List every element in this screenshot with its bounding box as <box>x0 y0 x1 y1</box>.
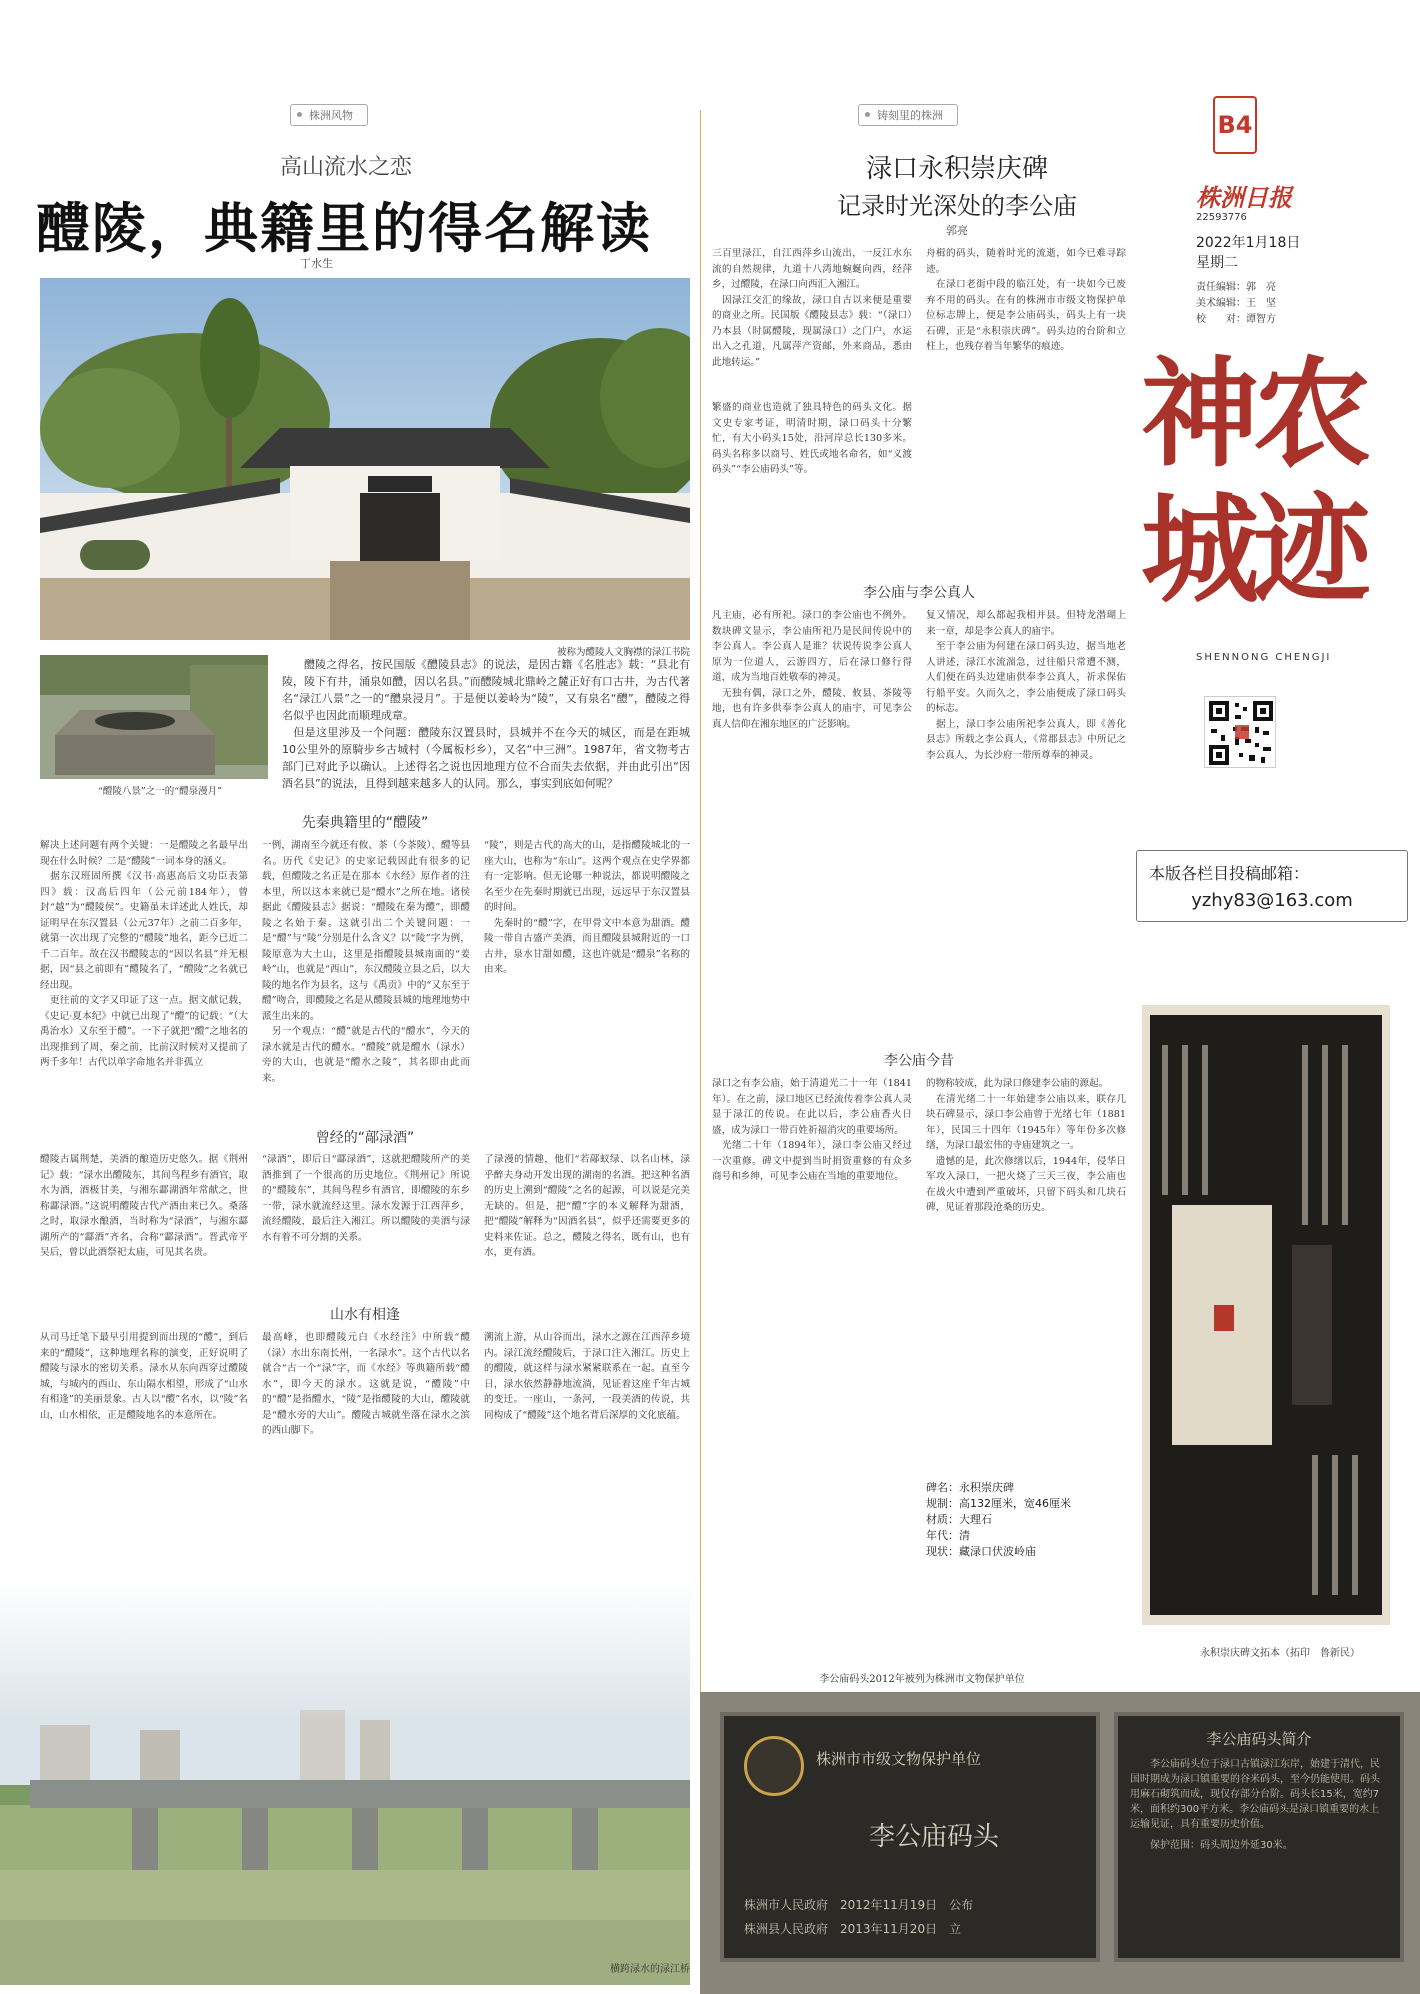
newspaper-phone: 22593776 <box>1196 212 1247 223</box>
section1-col1: 解决上述问题有两个关键：一是醴陵之名最早出现在什么时候？二是“醴陵”一词本身的涵义。 据东汉班固所撰《汉书·高惠高后文功臣表第四》载：汉高后四年（公元前184年），曾封“越”为“醴陵侯”。史籍虽未详述此人姓氏，却证明早在东汉置县（公元37年）之前二百多年，就第一次出现了完整的“醴陵”地名，距今已近二千二百年。故在汉书醴陵志的“因以名县”并无根据，因“县之前即有”醴陵名了，“醴陵”之名就已经出现。 更往前的文字又印证了这一点。据文献记载，《史记·夏本纪》中就已出现了“醴”的记载：“（大禹治水）又东至于醴”。一下子就把“醴”之地名的出现推到了周，秦之前，比前汉时候对又提前了两千多年！古代以单字命地名并非孤立 <box>40 840 248 1068</box>
stele-info-row <box>926 1496 1126 1512</box>
plaque-right-footer: 保护范围：码头周边外延30米。 <box>1150 1840 1293 1851</box>
bridge-photo <box>0 1580 690 1985</box>
stele-size-value: 高132厘米，宽46厘米 <box>959 1497 1071 1510</box>
right-col2-s4: 复又情况，却么都起我相并县。但特龙潜瑚上来一章，却是李公真人的庙宇。 至于李公庙为何建在渌口码头边，据当地老人讲述，渌江水流湍急，过往船只常遭不测，人们便在码头边建庙供奉李公真人，祈求保佑行船平安。久而久之，李公庙便成了渌口码头的标志。 据上，渌口李公庙所祀李公真人，即《善化县志》所载之李公真人，《常郡县志》中所记之李公真人，为长沙府一带所尊奉的神灵。 <box>926 610 1126 761</box>
credit-row <box>1196 280 1346 296</box>
plaque-left-line1: 株洲市人民政府 2012年11月19日 公布 <box>744 1898 974 1912</box>
academy-illustration <box>40 278 690 640</box>
credit-row <box>1196 312 1346 328</box>
right-col1-mid: 繁盛的商业也造就了独具特色的码头文化。据文史专家考证，明清时期，渌口码头十分繁忙，有大小码头15处，沿河岸总长130多米。码头名称多以商号、姓氏或地名命名，如“义渡码头”“李公庙码头”等。 <box>712 402 912 475</box>
rubbing-illustration <box>1142 1005 1390 1625</box>
section-heading-2: 曾经的“鄗渌酒” <box>315 1130 415 1146</box>
stele-era-label: 年代： <box>926 1529 959 1542</box>
plaque-left-name: 李公庙码头 <box>868 1822 999 1852</box>
editor-name: 郭 亮 <box>1246 282 1276 293</box>
right-col1-s5: 渌口之有李公庙，始于清道光二十一年（1841年）。在之前，渌口地区已经流传着李公真人灵显于渌江的传说。在此以后，李公庙香火日盛，成为渌口一带百姓祈福消灾的重要场所。 光绪二十年（1894年），渌口李公庙又经过一次重修。碑文中提到当时捐资重修的有众多商号和乡绅，可见李公庙在当地的重要地位。 <box>712 1078 912 1182</box>
well-photo-caption: “醴陵八景”之一的“醴泉漫月” <box>98 786 222 797</box>
right-author: 郭亮 <box>946 224 968 237</box>
academy-photo-caption: 被称为醴陵人文胸襟的渌江书院 <box>556 647 690 658</box>
page-number-badge <box>1213 96 1257 154</box>
intro-paragraph: 醴陵之得名，按民国版《醴陵县志》的说法，是因古籍《名胜志》载：“县北有陵，陵下有井，涌泉如醴，因以名县。”而醴陵城北鼎岭之麓正好有口古井，为古代著名“渌江八景”之一的“醴泉浸月”。于是便以姜岭为“陵”，又有泉名“醴”，醴陵之得名似乎也因此而顺理成章。 但是这里涉及一个问题：醴陵东汉置县时，县城并不在今天的城区，而是在距城10公里外的原騎步乡古城村（今属板杉乡），又名“中三洲”。1987年，省文物考古部门已对此予以确认。上述得名之说也因地理方位不合而失去依据，并由此引出“因酒名县”的说法，且得到越来越多人的认同。那么，事实到底如何呢？ <box>282 658 690 790</box>
submission-box <box>1136 850 1408 922</box>
stele-info <box>926 1480 1126 1560</box>
right-col2-s5: 的物称较成，此为渌口修建李公庙的源起。 在清光绪二十一年始建李公庙以来，联存几块石碑显示，渌口李公庙曾于光绪七年（1881年），民国三十四年（1945年）等年份多次修缮，为渌口最宏伟的寺庙建筑之一。 遗憾的是，此次修缮以后，1944年，侵华日军攻入渌口，一把火烧了三天三夜，李公庙也在战火中遭到严重破坏，只留下码头和几块石碑，见证着那段沧桑的历史。 <box>926 1078 1126 1213</box>
plaque-left-line2: 株洲县人民政府 2013年11月20日 立 <box>744 1922 962 1936</box>
column-name: 神农城迹 <box>1141 344 1366 619</box>
column-pinyin: SHENNONG CHENGJI <box>1196 652 1332 663</box>
stele-info-row <box>926 1528 1126 1544</box>
submission-label: 本版各栏目投稿邮箱： <box>1149 864 1310 883</box>
left-section-tag: 株洲风物 <box>290 104 368 126</box>
issue-date: 2022年1月18日 <box>1196 235 1301 251</box>
right-col2-top: 舟楫的码头，随着时光的流逝，如今已难寻踪迹。 在渌口老街中段的临江处，有一块如今已废弃不用的码头。在有的株洲市市级文物保护单位标志牌上，便是李公庙码头，码头上有一块石碑，正是“永积崇庆碑”。码头边的台阶和立柱上，也残存着当年繁华的痕迹。 <box>926 248 1126 352</box>
page-number: B4 <box>1217 111 1253 139</box>
right-section-tag: 铸刻里的株洲 <box>858 104 958 126</box>
section2-col1: 醴陵古属荆楚，美酒的酿造历史悠久。据《荆州记》载：“渌水出醴陵东，其间鸟程乡有酒官，取水为酒，酒极甘美，与湘东酃湖酒年常献之，世称酃渌酒。”这说明醴陵古代产酒由来已久。桑落之时，取渌水酿酒，当时称为“渌酒”，与湘东酃湖所产的“酃酒”齐名，合称“酃渌酒”。晋武帝平吴后，曾以此酒祭祀太庙，可见其名贵。 <box>40 1154 248 1258</box>
stele-status-value: 藏渌口伏波岭庙 <box>959 1545 1036 1558</box>
left-headline: 醴陵，典籍里的得名解读 <box>36 197 652 260</box>
stele-size-label: 规制： <box>926 1497 959 1510</box>
credits <box>1196 280 1346 328</box>
qr-code[interactable] <box>1204 696 1276 768</box>
credit-row <box>1196 296 1346 312</box>
right-col1-s4: 凡主庙，必有所祀。渌口的李公庙也不例外。数块碑文显示，李公庙所祀乃是民间传说中的李公真人。李公真人是谁？状说传说李公真人原为一位道人，云游四方，后在渌口修行得道，成为当地百姓敬奉的神灵。 无独有偶，渌口之外，醴陵、攸县、茶陵等地，也有许多供奉李公真人的庙宇，可见李公真人信仰在湘东地区的广泛影响。 <box>712 610 912 730</box>
rubbing-caption: 永积崇庆碑文拓本（拓印 鲁新民） <box>1200 1648 1360 1659</box>
art-editor-name: 王 坚 <box>1246 298 1276 309</box>
stele-info-row <box>926 1544 1126 1560</box>
stele-material-value: 大理石 <box>959 1513 992 1526</box>
section-heading-3: 山水有相逢 <box>330 1307 400 1323</box>
proofreader-label: 校 对： <box>1196 314 1246 325</box>
right-col1-top: 三百里渌江，自江西萍乡山流出，一反江水东流的自然规律，九道十八湾地蜿蜒向西，经萍乡，过醴陵，在渌口向西汇入湘江。 因渌江交汇的缘故，渌口自古以来便是重要的商业之所。民国版《醴陵县志》载：“（渌口）乃本县（时属醴陵，现属渌口）之门户，水运出入之孔道，凡属萍产资邮，外来商品，悉由此地转运。” <box>712 248 912 368</box>
stele-material-label: 材质： <box>926 1513 959 1526</box>
editor-label: 责任编辑： <box>1196 282 1246 293</box>
plaque-right-body: 李公庙码头位于渌口古镇渌江东岸，始建于清代，民国时期成为渌口镇重要的谷米码头，至今仍能使用。码头用麻石砌筑而成，现仅存部分台阶。码头长15米，宽约7米，面积约300平方米。李公庙码头是渌口镇重要的水上运输见证，具有重要历史价值。 <box>1130 1759 1380 1830</box>
section3-col1: 从司马迁笔下最早引用提到而出现的“醴”，到后来的“醴陵”，这种地理名称的演变，正好说明了醴陵与渌水的密切关系。渌水从东向西穿过醴陵城，与城内的西山、东山隔水相望，形成了“山水有相逢”的美丽景象。古人以“醴”名水，以“陵”名山，山水相依，正是醴陵地名的本意所在。 <box>40 1332 248 1421</box>
stele-name-label: 碑名： <box>926 1481 959 1494</box>
section2-col2: “渌酒”，即后日“酃渌酒”，这就把醴陵所产的美酒推到了一个很高的历史地位。《荆州记》所说的“醴陵东”，其间鸟程乡有酒官，即醴陵的东乡一带，渌水就流经这里。渌水发源于江西萍乡，流经醴陵，最后注入湘江。所以醴陵的美酒与渌水有着不可分割的关系。 <box>262 1154 470 1243</box>
dock-caption: 李公庙码头2012年被列为株洲市文物保护单位 <box>819 1674 1025 1685</box>
plaque-right <box>1114 1712 1404 1962</box>
column-calligraphy <box>1135 346 1415 646</box>
stele-name-value: 永积崇庆碑 <box>959 1481 1014 1494</box>
section-heading-4: 李公庙与李公真人 <box>863 585 975 601</box>
well-illustration <box>40 655 268 779</box>
stele-info-row <box>926 1512 1126 1528</box>
section-heading-5: 李公庙今昔 <box>884 1053 954 1069</box>
bridge-photo-caption: 横跨渌水的渌江桥 <box>610 1964 690 1975</box>
plaque-left <box>720 1712 1100 1962</box>
stele-status-label: 现状： <box>926 1545 959 1558</box>
stele-info-row <box>926 1480 1126 1496</box>
right-subheadline: 记录时光深处的李公庙 <box>837 192 1077 220</box>
plaque-emblem-icon <box>744 1736 804 1796</box>
stele-rubbing <box>1142 1005 1390 1625</box>
section3-col3: 溯流上游，从山谷而出，渌水之源在江西萍乡境内。渌江流经醴陵后，于渌口注入湘江。历史上的醴陵，就这样与渌水紧紧联系在一起。直至今日，渌水依然静静地流淌，见证着这座千年古城的变迁。一座山，一条河，一段美酒的传说，共同构成了“醴陵”这个地名背后深厚的文化底蕴。 <box>484 1332 690 1421</box>
submission-email[interactable]: yzhy83@163.com <box>1191 890 1353 911</box>
qr-code-icon <box>1205 697 1277 769</box>
academy-photo <box>40 278 690 640</box>
proofreader-name: 谭智方 <box>1246 314 1276 325</box>
art-editor-label: 美术编辑： <box>1196 298 1246 309</box>
left-subtitle: 高山流水之恋 <box>280 155 413 180</box>
section-heading-1: 先秦典籍里的“醴陵” <box>301 815 429 831</box>
section3-col2: 最高峰，也即醴陵元白《水经注》中所载“醴（渌）水出东南长州，一名渌水”。这个古代以名就合“古一个“渌”字，而《水经》等典籍所载“醴水”，即今天的渌水。这就是说，“醴陵”中的“醴”是指醴水，“陵”是指醴陵的大山，醴陵就是“醴水旁的大山”。醴陵古城就坐落在渌水之滨的西山脚下。 <box>262 1332 470 1436</box>
bridge-illustration <box>0 1580 690 1985</box>
left-author: 丁水生 <box>300 257 333 270</box>
section1-col2: 一例，湖南至今就还有攸、茶（今茶陵）、醴等县名。历代《史记》的史家记载因此有很多的记载，但醴陵之名正是在那本《水经》原作者的注本里，所以这本来就已是“醴水”之所在地。诸侯据此《醴陵县志》据说：“醴陵在秦为醴”，即醴陵之名始于秦。这就引出二个关键问题：一是“醴”与“陵”分别是什么含义？以“陵”字为例，陵原意为大土山，这里是指醴陵县城南面的“姜岭”山，也就是“西山”，东汉醴陵立县之后，以大陵的地名作为县名，这与《禹贡》中的“又东至于醴”吻合，即醴陵之名是从醴陵县城的地理地势中派生出来的。 另一个观点：“醴”就是古代的“醴水”，今天的渌水就是古代的醴水。“醴陵”就是醴水（渌水）旁的大山，也就是“醴水之陵”，其名即由此而来。 <box>262 840 470 1084</box>
issue-weekday: 星期二 <box>1196 255 1238 271</box>
well-photo <box>40 655 268 779</box>
section2-col3: 了渌漫的情趣，他们“若鄗蚁绿、以名山林，渌乎醉夫身动开发出现的湖南的名酒。把这种名酒的历史上溯到“醴陵”之名的起源，可以说是完美无缺的。但是，把“醴”字的本义解释为甜酒，把“醴陵”解释为“因酒名县”，似乎还需要更多的史料来佐证。总之，醴陵之得名，既有山，也有水，更有酒。 <box>484 1154 690 1258</box>
dock-plaque-photo <box>700 1692 1420 1994</box>
plaque-left-header: 株洲市市级文物保护单位 <box>816 1750 982 1768</box>
section1-col3: “陵”，则是古代的高大的山，是指醴陵城北的一座大山，也称为“东山”。这两个观点在史学界都有一定影响。但无论哪一种说法，都说明醴陵之名至少在先秦时期就已出现，远远早于东汉置县的时间。 先秦时的“醴”字，在甲骨文中本意为甜酒。醴陵一带自古盛产美酒，而且醴陵县城附近的一口古井，泉水甘甜如醴，这也许就是“醴泉”名称的由来。 <box>484 840 690 975</box>
newspaper-name: 株洲日报 <box>1196 183 1292 212</box>
plaque-right-header: 李公庙码头简介 <box>1206 1730 1312 1748</box>
right-headline: 渌口永积崇庆碑 <box>865 154 1048 184</box>
stele-era-value: 清 <box>959 1529 970 1542</box>
